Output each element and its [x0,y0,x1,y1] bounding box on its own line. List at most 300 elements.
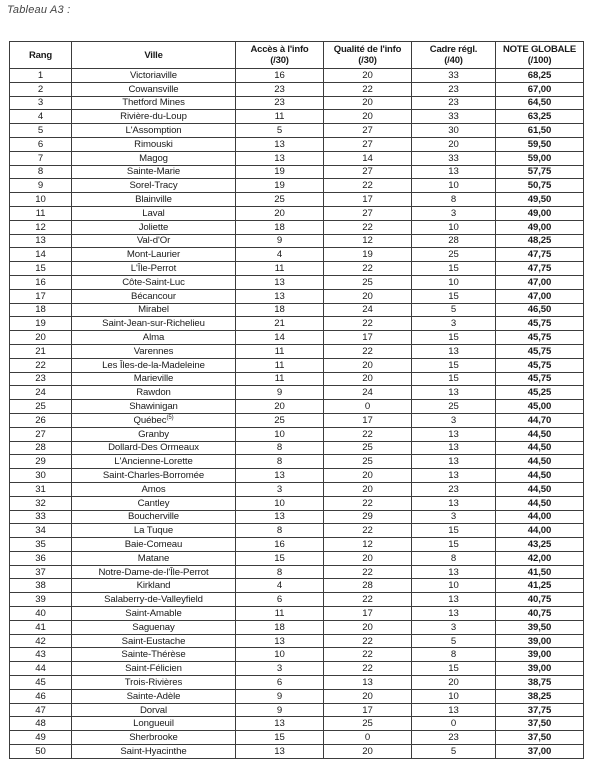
cell-rang [10,96,72,110]
cell-ville-text: Saint-Jean-sur-Richelieu [102,318,205,330]
cell-acces-text: 18 [274,621,285,633]
table-row [10,510,584,524]
cell-acces [236,400,324,414]
cell-ville-text: Saint-Amable [125,607,182,619]
cell-cadre [412,565,496,579]
cell-ville [72,524,236,538]
cell-note [496,193,584,207]
cell-note [496,82,584,96]
cell-rang [10,220,72,234]
cell-acces [236,427,324,441]
cell-ville-text: Rimouski [134,138,173,150]
cell-note [496,538,584,552]
table-row [10,717,584,731]
table-row [10,607,584,621]
cell-note-text: 44,00 [527,525,552,537]
cell-acces [236,634,324,648]
cell-qualite [324,193,412,207]
cell-rang [10,289,72,303]
cell-qualite [324,565,412,579]
cell-qualite-text: 0 [364,732,371,744]
cell-cadre [412,731,496,745]
header-ville-label: Ville [144,49,163,61]
cell-cadre [412,303,496,317]
cell-ville [72,689,236,703]
cell-ville [72,427,236,441]
cell-cadre [412,400,496,414]
cell-rang [10,400,72,414]
cell-acces-text: 10 [274,649,285,661]
cell-rang [10,482,72,496]
cell-note-text: 45,75 [527,345,552,357]
cell-cadre-text: 13 [448,470,459,481]
cell-note [496,648,584,662]
cell-acces [236,220,324,234]
cell-ville-text: Thetford Mines [122,97,185,109]
cell-cadre [412,151,496,165]
cell-rang [10,676,72,690]
cell-cadre [412,137,496,151]
cell-ville-text: L'Assomption [125,125,182,137]
cell-qualite [324,289,412,303]
cell-acces-text: 10 [274,497,285,509]
cell-qualite-text: 22 [362,594,373,606]
cell-note-text: 49,00 [527,207,552,219]
cell-cadre-text: 15 [448,263,459,275]
cell-qualite-text: 22 [362,221,373,233]
table-row [10,110,584,124]
ranking-table [9,41,584,759]
cell-qualite-text: 19 [362,249,373,261]
cell-cadre [412,165,496,179]
cell-note-text: 37,00 [527,745,552,757]
header-acces-label: Accès à l'info [250,44,309,55]
cell-note-text: 45,75 [527,359,552,371]
cell-rang [10,524,72,538]
cell-rang [10,193,72,207]
cell-ville-text: Saint-Félicien [125,663,182,675]
cell-ville-text: Kirkland [136,580,171,592]
cell-acces-text: 10 [274,428,285,440]
cell-cadre [412,482,496,496]
cell-cadre-text: 25 [448,249,459,261]
cell-qualite [324,372,412,386]
cell-note [496,110,584,124]
cell-ville-text: Laval [142,207,165,219]
cell-cadre [412,372,496,386]
cell-cadre-text: 10 [448,180,459,192]
cell-qualite [324,441,412,455]
cell-note [496,579,584,593]
cell-ville [72,745,236,759]
cell-cadre [412,234,496,248]
cell-ville-text: Rivière-du-Loup [120,111,187,123]
cell-rang-text: 17 [35,290,46,302]
cell-acces [236,289,324,303]
cell-rang [10,662,72,676]
cell-note-text: 50,75 [527,180,552,192]
cell-note [496,344,584,358]
cell-note [496,165,584,179]
cell-note-text: 49,50 [527,194,552,206]
cell-acces-text: 11 [274,263,285,275]
cell-note [496,593,584,607]
cell-ville-text: Sainte-Marie [126,166,181,178]
cell-qualite [324,510,412,524]
cell-note [496,331,584,345]
cell-note-text: 45,00 [527,401,552,413]
cell-qualite [324,303,412,317]
cell-ville [72,731,236,745]
cell-cadre [412,676,496,690]
cell-ville [72,96,236,110]
table-row [10,151,584,165]
cell-cadre [412,634,496,648]
cell-rang-text: 44 [35,663,46,675]
cell-note-text: 37,75 [527,704,552,716]
table-row [10,703,584,717]
cell-ville [72,372,236,386]
cell-note-text: 45,25 [527,387,552,399]
cell-cadre [412,220,496,234]
cell-note [496,441,584,455]
cell-cadre [412,124,496,138]
cell-rang [10,358,72,372]
cell-rang [10,151,72,165]
cell-qualite-text: 27 [362,125,373,137]
table-row [10,689,584,703]
cell-ville [72,579,236,593]
cell-acces-text: 6 [276,676,283,688]
cell-acces [236,469,324,483]
cell-acces [236,496,324,510]
cell-cadre [412,469,496,483]
cell-ville [72,303,236,317]
cell-acces [236,524,324,538]
cell-acces [236,689,324,703]
cell-note-text: 40,75 [527,607,552,619]
cell-rang [10,469,72,483]
cell-cadre [412,745,496,759]
cell-rang [10,317,72,331]
cell-qualite [324,620,412,634]
cell-qualite [324,703,412,717]
cell-qualite [324,717,412,731]
cell-note-text: 47,00 [527,290,552,302]
cell-rang-text: 7 [37,152,44,164]
cell-rang [10,124,72,138]
cell-qualite-text: 22 [362,649,373,661]
cell-ville [72,234,236,248]
cell-note [496,234,584,248]
cell-ville [72,455,236,469]
cell-qualite-text: 22 [362,428,373,440]
table-row [10,551,584,565]
cell-acces [236,579,324,593]
cell-rang-text: 38 [35,580,46,592]
cell-cadre-text: 28 [448,235,459,247]
cell-cadre [412,386,496,400]
table-row [10,441,584,455]
cell-note-text: 67,00 [527,83,552,95]
cell-qualite-text: 20 [362,359,373,371]
cell-cadre [412,82,496,96]
cell-note [496,482,584,496]
table-row [10,400,584,414]
cell-acces-text: 8 [276,442,283,454]
table-row [10,262,584,276]
cell-rang [10,745,72,759]
cell-rang [10,275,72,289]
cell-qualite [324,524,412,538]
cell-rang-text: 18 [35,304,46,316]
cell-ville-text: Mirabel [138,304,169,316]
cell-ville-text: Sorel-Tracy [129,180,178,192]
cell-qualite-text: 29 [362,511,373,523]
cell-rang [10,607,72,621]
cell-note [496,206,584,220]
cell-cadre-text: 3 [450,318,457,330]
cell-rang [10,386,72,400]
cell-note [496,703,584,717]
cell-rang-text: 49 [35,732,46,744]
cell-ville-text: La Tuque [133,525,174,537]
cell-qualite [324,482,412,496]
cell-rang [10,248,72,262]
cell-rang-text: 2 [37,83,44,95]
cell-note-text: 48,25 [527,235,552,247]
cell-cadre [412,358,496,372]
cell-note-text: 44,50 [527,428,552,440]
cell-cadre [412,262,496,276]
cell-rang-text: 16 [35,276,46,288]
cell-cadre-text: 13 [448,387,459,399]
cell-rang [10,496,72,510]
cell-ville [72,124,236,138]
cell-note-text: 59,50 [527,138,552,150]
cell-note-text: 41,50 [527,566,552,578]
cell-ville [72,400,236,414]
cell-qualite-text: 22 [362,83,373,95]
cell-acces [236,482,324,496]
cell-cadre [412,689,496,703]
cell-acces-text: 11 [274,607,285,619]
cell-cadre [412,441,496,455]
cell-rang [10,731,72,745]
cell-ville-text: Bécancour [131,290,176,302]
table-row [10,579,584,593]
cell-cadre-text: 3 [450,207,457,219]
cell-note [496,69,584,83]
cell-ville [72,358,236,372]
table-row [10,386,584,400]
cell-cadre [412,110,496,124]
cell-cadre [412,96,496,110]
cell-rang-text: 33 [35,511,46,523]
cell-note [496,634,584,648]
cell-qualite [324,344,412,358]
cell-cadre [412,717,496,731]
cell-note [496,372,584,386]
header-note-label: NOTE GLOBALE [502,44,577,55]
cell-note [496,717,584,731]
cell-note-text: 39,00 [527,635,552,647]
cell-acces-text: 21 [274,318,285,330]
cell-rang-text: 27 [35,428,46,440]
cell-qualite-text: 27 [362,166,373,178]
cell-note-text: 39,00 [527,649,552,661]
table-row [10,331,584,345]
cell-qualite-text: 20 [362,483,373,495]
cell-ville-text: Shawinigan [129,401,178,413]
cell-qualite [324,165,412,179]
cell-ville [72,634,236,648]
cell-cadre [412,317,496,331]
cell-cadre [412,579,496,593]
cell-ville-text: Blainville [135,194,172,206]
cell-ville-text: Varennes [133,345,174,357]
table-row [10,137,584,151]
cell-ville-text: Boucherville [127,511,180,523]
cell-acces-text: 9 [276,704,283,716]
cell-note [496,524,584,538]
table-row [10,565,584,579]
cell-cadre-text: 23 [448,83,459,95]
table-row [10,469,584,483]
cell-rang [10,703,72,717]
cell-acces-text: 4 [276,580,283,592]
cell-note [496,151,584,165]
cell-ville [72,137,236,151]
cell-rang [10,331,72,345]
cell-cadre-text: 13 [448,345,459,357]
cell-qualite [324,634,412,648]
cell-cadre [412,331,496,345]
cell-acces [236,110,324,124]
cell-qualite [324,579,412,593]
table-row [10,662,584,676]
cell-rang-text: 15 [35,263,46,275]
cell-cadre [412,593,496,607]
cell-note-text: 41,25 [527,580,552,592]
cell-acces-text: 25 [274,194,285,206]
cell-acces [236,137,324,151]
cell-rang [10,179,72,193]
cell-note [496,220,584,234]
cell-note-text: 39,50 [527,621,552,633]
cell-acces [236,676,324,690]
cell-ville [72,275,236,289]
cell-acces-text: 15 [274,552,285,564]
cell-cadre-text: 13 [448,594,459,606]
cell-cadre-text: 13 [448,607,459,619]
cell-cadre-text: 15 [448,373,459,385]
cell-note [496,676,584,690]
table-row [10,745,584,759]
cell-ville [72,165,236,179]
table-row [10,248,584,262]
cell-qualite-text: 17 [362,414,373,426]
cell-note [496,662,584,676]
cell-note [496,400,584,414]
cell-ville-text: Longueuil [133,718,174,730]
table-row [10,317,584,331]
cell-note [496,262,584,276]
cell-ville [72,662,236,676]
cell-ville-text: Les Îles-de-la-Madeleine [102,359,205,371]
cell-cadre-text: 33 [448,152,459,164]
table-row [10,634,584,648]
cell-ville [72,496,236,510]
cell-rang-text: 19 [35,318,46,330]
cell-qualite [324,607,412,621]
cell-cadre-text: 10 [448,276,459,288]
cell-qualite-text: 0 [364,401,371,413]
cell-note [496,386,584,400]
cell-ville [72,482,236,496]
cell-note-text: 45,75 [527,373,552,385]
cell-qualite [324,551,412,565]
cell-qualite [324,179,412,193]
cell-note [496,358,584,372]
cell-rang [10,689,72,703]
cell-ville [72,289,236,303]
cell-ville-text: Québec [133,414,167,426]
cell-cadre [412,179,496,193]
cell-rang [10,69,72,83]
cell-ville-text: Trois-Rivières [124,676,183,688]
cell-qualite [324,206,412,220]
header-qualite-scale: (/30) [358,55,377,66]
cell-cadre-text: 10 [448,580,459,592]
table-row [10,234,584,248]
header-cadre-label: Cadre régl. [429,44,478,55]
cell-acces [236,703,324,717]
cell-cadre-text: 5 [450,304,457,316]
table-row [10,648,584,662]
cell-rang-text: 25 [35,401,46,413]
cell-acces-text: 13 [274,511,285,523]
cell-note [496,124,584,138]
cell-ville-text: Saint-Charles-Borromée [102,470,205,481]
table-row [10,179,584,193]
cell-acces-text: 18 [274,304,285,316]
cell-note-text: 49,00 [527,221,552,233]
cell-acces-text: 20 [274,401,285,413]
cell-cadre [412,193,496,207]
cell-ville-text: Sherbrooke [129,732,178,744]
header-acces-scale: (/30) [270,55,289,66]
cell-qualite [324,110,412,124]
table-row [10,275,584,289]
cell-acces [236,648,324,662]
cell-qualite-text: 25 [362,718,373,730]
cell-cadre [412,648,496,662]
cell-rang-text: 23 [35,373,46,385]
cell-ville [72,538,236,552]
cell-qualite [324,745,412,759]
cell-cadre [412,413,496,427]
cell-qualite [324,137,412,151]
cell-note [496,248,584,262]
cell-note-text: 39,00 [527,663,552,675]
cell-cadre-text: 13 [448,566,459,578]
cell-ville [72,469,236,483]
cell-acces [236,303,324,317]
cell-ville [72,413,236,427]
cell-rang-text: 21 [35,345,46,357]
cell-note [496,496,584,510]
